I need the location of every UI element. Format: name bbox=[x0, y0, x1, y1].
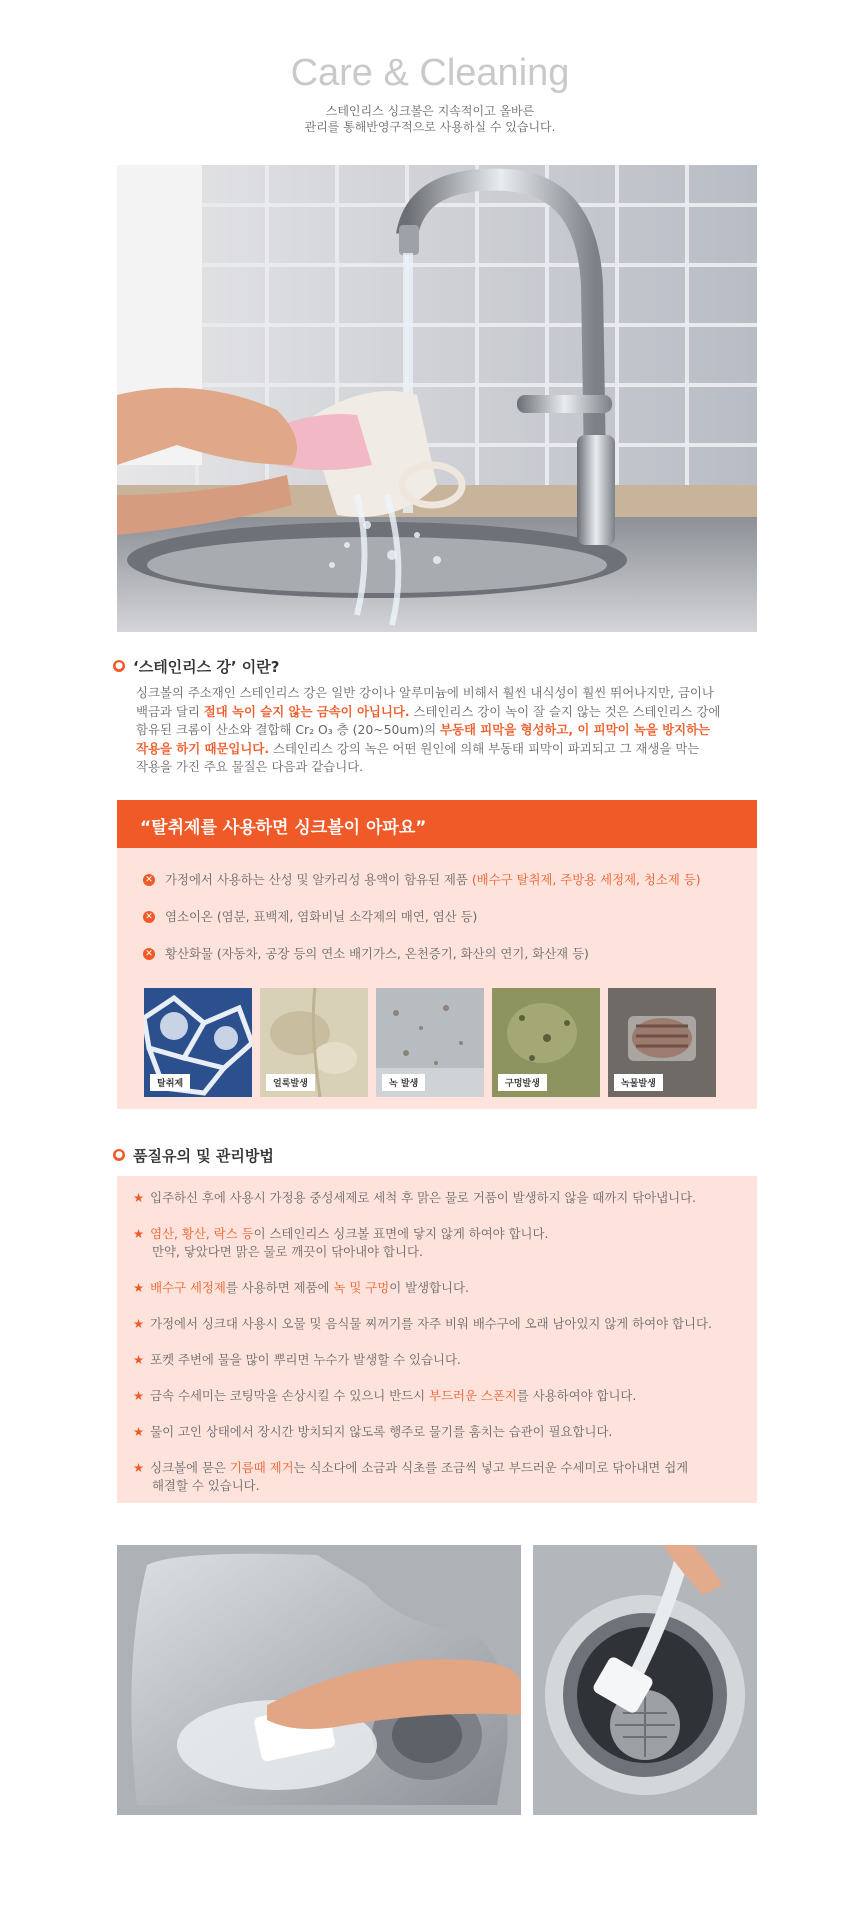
care-line: 만약, 닿았다면 맑은 물로 깨끗이 닦아내야 합니다. bbox=[152, 1244, 423, 1259]
section-heading-text: ‘스테인리스 강’ 이란? bbox=[133, 658, 280, 676]
page-subtitle bbox=[0, 103, 860, 135]
para-line bbox=[136, 703, 756, 722]
care-item bbox=[133, 1315, 743, 1333]
star-icon: ★ bbox=[133, 1316, 145, 1331]
para-line: 작용을 가진 주요 물질은 다음과 같습니다. bbox=[136, 759, 364, 774]
text-run: 싱크볼에 묻은 bbox=[150, 1460, 230, 1475]
highlight-text: 부동태 피막을 형성하고, bbox=[440, 722, 574, 737]
bullet-dot-icon: ● bbox=[113, 660, 125, 672]
text-run: 이 발생합니다. bbox=[389, 1280, 469, 1295]
text-run: 입주하신 후에 사용시 가정용 중성세제로 세척 후 맑은 물로 거품이 발생하지 않을 때까지 닦아냅니다. bbox=[150, 1190, 696, 1205]
thumb-rust-water bbox=[608, 988, 716, 1097]
highlight-text: 절대 녹이 슬지 않는 금속이 아닙니다. bbox=[203, 703, 410, 719]
bullet-dot-icon: ● bbox=[113, 1149, 125, 1161]
thumb-label: 탈취제 bbox=[150, 1074, 190, 1091]
x-circle-icon: ✕ bbox=[143, 874, 155, 886]
para-line bbox=[136, 721, 756, 740]
hero-faucet-photo bbox=[117, 165, 757, 632]
star-icon: ★ bbox=[133, 1280, 145, 1295]
x-circle-icon: ✕ bbox=[143, 948, 155, 960]
text-run: 물이 고인 상태에서 장시간 방치되지 않도록 행주로 물기를 훔치는 습관이 필요합니다. bbox=[150, 1424, 613, 1439]
text-run: 는 식소다에 소금과 식초를 조금씩 넣고 부드러운 수세미로 닦아내면 쉽게 bbox=[293, 1460, 689, 1475]
thumb-rust bbox=[376, 988, 484, 1097]
section-heading-text: 품질유의 및 관리방법 bbox=[133, 1147, 274, 1165]
x-circle-icon: ✕ bbox=[143, 911, 155, 923]
text-run: 가정에서 사용하는 산성 및 알카리성 용액이 함유된 제품 bbox=[165, 872, 472, 887]
text-run: 염소이온 (염분, 표백제, 염화비닐 소각제의 매연, 염산 등) bbox=[165, 909, 478, 924]
warning-item-chloride bbox=[143, 907, 477, 925]
highlight-text: (배수구 탈취제, 주방용 세정제, 청소제 등) bbox=[471, 872, 701, 887]
warning-item-acid-alkali bbox=[143, 870, 701, 888]
care-item bbox=[133, 1351, 743, 1369]
subtitle-line-2: 관리를 통해반영구적으로 사용하실 수 있습니다. bbox=[304, 120, 556, 134]
highlight-text: 염산, 황산, 락스 등 bbox=[150, 1226, 254, 1241]
section-heading-stainless bbox=[113, 656, 279, 677]
section-heading-care bbox=[113, 1145, 274, 1166]
highlight-text: 기름때 제거 bbox=[229, 1460, 294, 1475]
text-run: 가정에서 싱크대 사용시 오물 및 음식물 찌꺼기를 자주 비워 배수구에 오래 남아있지 않게 하여야 합니다. bbox=[150, 1316, 712, 1331]
thumb-hole bbox=[492, 988, 600, 1097]
star-icon: ★ bbox=[133, 1352, 145, 1367]
highlight-text: 배수구 세정제 bbox=[150, 1280, 226, 1295]
care-line: 해결할 수 있습니다. bbox=[152, 1478, 260, 1493]
warning-header-bar bbox=[117, 800, 757, 848]
highlight-text: 작용을 하기 때문입니다. bbox=[136, 740, 270, 756]
star-icon: ★ bbox=[133, 1388, 145, 1403]
drain-brush-photo bbox=[533, 1545, 757, 1815]
star-icon: ★ bbox=[133, 1424, 145, 1439]
highlight-text: 부드러운 스폰지 bbox=[429, 1388, 517, 1403]
care-line bbox=[133, 1225, 743, 1243]
care-line bbox=[133, 1459, 743, 1477]
text-run: 이 스테인리스 싱크볼 표면에 닿지 않게 하여야 합니다. bbox=[253, 1226, 549, 1241]
text-run: 포켓 주변에 물을 많이 뿌리면 누수가 발생할 수 있습니다. bbox=[150, 1352, 461, 1367]
star-icon: ★ bbox=[133, 1226, 145, 1241]
sink-sponge-photo bbox=[117, 1545, 521, 1815]
care-item bbox=[133, 1225, 743, 1261]
thumb-label: 녹물발생 bbox=[614, 1074, 663, 1091]
para-line bbox=[136, 740, 756, 759]
star-icon: ★ bbox=[133, 1190, 145, 1205]
text-run: 를 사용하여야 합니다. bbox=[516, 1388, 637, 1403]
text-run: 금속 수세미는 코팅막을 손상시킬 수 있으니 반드시 bbox=[150, 1388, 430, 1403]
text-run: 황산화물 (자동차, 공장 등의 연소 배기가스, 온천증기, 화산의 연기, 화산재 등) bbox=[165, 946, 589, 961]
page-title: Care & Cleaning bbox=[290, 52, 570, 94]
text-run: 스테인리스 강의 녹은 어떤 원인에 의해 부동태 피막이 파괴되고 그 재생을 막는 bbox=[269, 740, 700, 756]
text-run: 스테인리스 강이 녹이 잘 슬지 않는 것은 스테인리스 강에 bbox=[409, 703, 721, 719]
star-icon: ★ bbox=[133, 1460, 145, 1475]
thumb-stain bbox=[260, 988, 368, 1097]
text-run: 백금과 달리 bbox=[136, 703, 204, 719]
thumb-label: 녹 발생 bbox=[382, 1074, 425, 1091]
care-instructions-box bbox=[117, 1176, 757, 1503]
thumb-deodorant bbox=[144, 988, 252, 1097]
para-line: 싱크볼의 주소재인 스테인리스 강은 일반 강이나 알루미늄에 비해서 훨씬 내식성이 훨씬 뛰어나지만, 금이나 bbox=[136, 685, 714, 700]
text-run: 함유된 크롬이 산소와 결합해 Cr₂ O₃ 층 (20~50um)의 bbox=[136, 722, 441, 737]
stainless-description bbox=[136, 684, 756, 777]
text-run: 를 사용하면 제품에 bbox=[225, 1280, 334, 1295]
thumb-label: 구멍발생 bbox=[498, 1074, 547, 1091]
warning-item-sulfur-oxide bbox=[143, 944, 589, 962]
care-item bbox=[133, 1423, 743, 1441]
care-item bbox=[133, 1279, 743, 1297]
subtitle-line-1: 스테인리스 싱크볼은 지속적이고 올바른 bbox=[325, 104, 535, 118]
highlight-text: 이 피막이 녹을 방지하는 bbox=[573, 722, 711, 737]
warning-title: “탈취제를 사용하면 싱크볼이 아파요” bbox=[140, 818, 427, 838]
thumb-label: 얼룩발생 bbox=[266, 1074, 315, 1091]
care-item bbox=[133, 1189, 743, 1207]
care-item bbox=[133, 1459, 743, 1495]
care-item bbox=[133, 1387, 743, 1405]
highlight-text: 녹 및 구멍 bbox=[333, 1280, 390, 1295]
